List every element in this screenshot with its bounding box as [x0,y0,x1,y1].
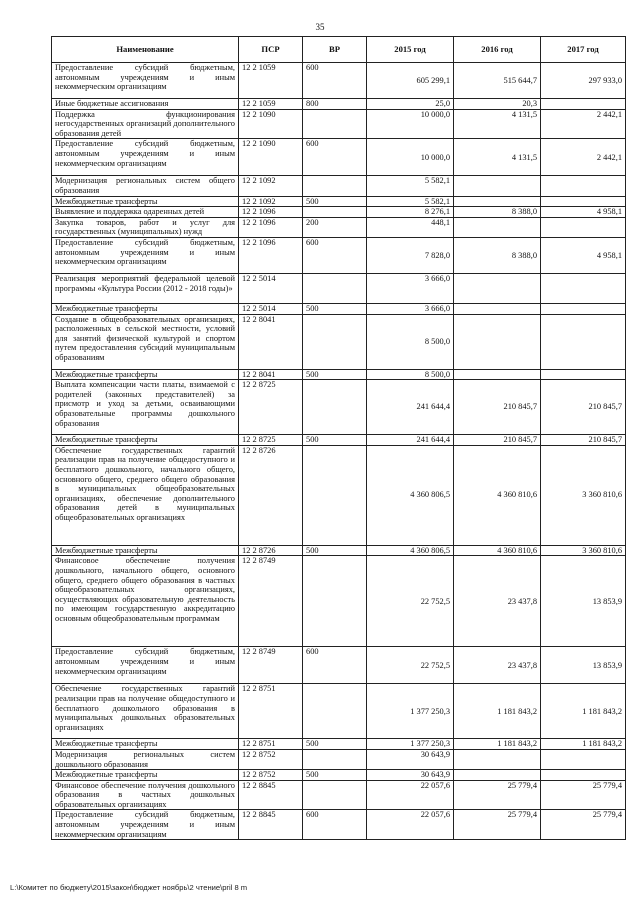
cell-2016 [454,217,541,237]
cell-2015: 22 752,5 [367,556,454,647]
cell-2017: 3 360 810,6 [541,445,626,545]
cell-2015: 25,0 [367,99,454,110]
cell-psr: 12 2 8845 [239,810,303,840]
cell-psr: 12 2 8751 [239,739,303,750]
cell-2015: 241 644,4 [367,380,454,435]
cell-vr [303,380,367,435]
cell-2016: 210 845,7 [454,380,541,435]
cell-psr: 12 2 8752 [239,749,303,769]
table-row [52,99,626,110]
cell-name: Межбюджетные трансферты [52,196,239,207]
cell-vr: 500 [303,196,367,207]
cell-2015: 5 582,1 [367,176,454,196]
cell-psr: 12 2 8041 [239,314,303,369]
cell-2016: 515 644,7 [454,63,541,99]
cell-2017: 3 360 810,6 [541,545,626,556]
cell-vr [303,109,367,139]
cell-name: Модернизация региональных систем дошкольного образования [52,749,239,769]
cell-psr: 12 2 1096 [239,207,303,218]
cell-name: Финансовое обеспечение получения дошкольного образования в частных дошкольных образовательных организациях [52,780,239,810]
cell-name: Выявление и поддержка одаренных детей [52,207,239,218]
cell-name: Предоставление субсидий бюджетным, автономным учреждениям и иным некоммерческим организациям [52,139,239,176]
cell-2016: 1 181 843,2 [454,739,541,750]
cell-2017: 13 853,9 [541,556,626,647]
cell-psr: 12 2 8725 [239,435,303,446]
table-row [52,217,626,237]
cell-name: Межбюджетные трансферты [52,369,239,380]
column-header-2016: 2016 год [454,37,541,63]
cell-vr: 500 [303,739,367,750]
cell-2016: 4 131,5 [454,139,541,176]
table-row [52,556,626,647]
table-row [52,647,626,684]
cell-psr: 12 2 8749 [239,647,303,684]
cell-2015: 22 057,6 [367,810,454,840]
cell-2015: 30 643,9 [367,770,454,781]
cell-psr: 12 2 8749 [239,556,303,647]
cell-psr: 12 2 1092 [239,176,303,196]
table-body [52,63,626,840]
cell-2016 [454,749,541,769]
cell-vr: 500 [303,770,367,781]
cell-2016 [454,314,541,369]
table-row [52,380,626,435]
cell-2015: 10 000,0 [367,139,454,176]
cell-vr: 500 [303,303,367,314]
column-header-name: Наименование [52,37,239,63]
cell-vr [303,749,367,769]
table-row [52,545,626,556]
cell-2016 [454,369,541,380]
cell-psr: 12 2 1090 [239,139,303,176]
cell-2015: 4 360 806,5 [367,545,454,556]
cell-2016: 23 437,8 [454,647,541,684]
cell-name: Предоставление субсидий бюджетным, автономным учреждениям и иным некоммерческим организациям [52,237,239,273]
cell-vr [303,273,367,303]
cell-2016 [454,303,541,314]
cell-2017: 13 853,9 [541,647,626,684]
cell-2017 [541,217,626,237]
cell-name: Модернизация региональных систем общего образования [52,176,239,196]
cell-name: Выплата компенсации части платы, взимаемой с родителей (законных представителей) за присмотр и уход за детьми, осваивающими образовательные программы дошкольного образования [52,380,239,435]
cell-2015: 5 582,1 [367,196,454,207]
cell-2017 [541,770,626,781]
cell-name: Поддержка функционирования негосударственных организаций дополнительного образования детей [52,109,239,139]
table-row [52,445,626,545]
cell-2015: 10 000,0 [367,109,454,139]
table-row [52,314,626,369]
cell-2015: 7 828,0 [367,237,454,273]
cell-name: Финансовое обеспечение получения дошкольного, начального общего, основного общего, среднего общего образования в частных общеобразовательных организациях, осуществляющих образовательную деятельность по имеющим государственную аккредитацию основным общеобразовательным программам [52,556,239,647]
table-row [52,739,626,750]
cell-psr: 12 2 1059 [239,63,303,99]
cell-2016: 210 845,7 [454,435,541,446]
cell-2015: 3 666,0 [367,273,454,303]
cell-2015: 1 377 250,3 [367,684,454,739]
cell-2017 [541,196,626,207]
page-number: 35 [315,22,325,32]
cell-vr: 200 [303,217,367,237]
table-row [52,684,626,739]
cell-psr: 12 2 8726 [239,445,303,545]
cell-2017: 1 181 843,2 [541,684,626,739]
cell-2016: 25 779,4 [454,780,541,810]
cell-psr: 12 2 8726 [239,545,303,556]
cell-vr [303,780,367,810]
cell-2017 [541,369,626,380]
cell-name: Межбюджетные трансферты [52,435,239,446]
cell-name: Межбюджетные трансферты [52,545,239,556]
cell-2015: 8 276,1 [367,207,454,218]
file-path-footer: L:\Комитет по бюджету\2015\закон\бюджет ноябрь\2 чтение\pril 8 m [10,883,248,892]
cell-name: Предоставление субсидий бюджетным, автономным учреждениям и иным некоммерческим организациям [52,63,239,99]
table-row [52,369,626,380]
cell-2017: 297 933,0 [541,63,626,99]
cell-2016: 4 360 810,6 [454,545,541,556]
cell-2015: 8 500,0 [367,314,454,369]
table-row [52,770,626,781]
cell-psr: 12 2 8845 [239,780,303,810]
cell-name: Обеспечение государственных гарантий реализации прав на получение общедоступного и бесплатного дошкольного, начального общего, основного общего, среднего общего образования в муниципальных общеобразовательных организациях, обеспечение дополнительного образования детей в муниципальных общеобразовательных организациях [52,445,239,545]
cell-2017 [541,176,626,196]
table-row [52,237,626,273]
budget-table [51,36,626,840]
cell-2017 [541,749,626,769]
cell-2017: 25 779,4 [541,810,626,840]
table-row [52,435,626,446]
cell-psr: 12 2 8725 [239,380,303,435]
cell-vr [303,684,367,739]
cell-vr [303,556,367,647]
cell-psr: 12 2 8041 [239,369,303,380]
cell-2016 [454,196,541,207]
cell-2016 [454,273,541,303]
cell-2015: 22 752,5 [367,647,454,684]
cell-2016: 8 388,0 [454,207,541,218]
table-row [52,749,626,769]
cell-2017: 4 958,1 [541,207,626,218]
cell-vr [303,314,367,369]
cell-vr: 600 [303,237,367,273]
cell-2017: 2 442,1 [541,109,626,139]
cell-vr: 500 [303,545,367,556]
table-row [52,109,626,139]
cell-name: Создание в общеобразовательных организациях, расположенных в сельской местности, условий для занятий физической культурой и спортом путем предоставления субсидий муниципальным образованиям [52,314,239,369]
cell-2016: 4 360 810,6 [454,445,541,545]
table-row [52,207,626,218]
cell-2017: 25 779,4 [541,780,626,810]
cell-psr: 12 2 5014 [239,303,303,314]
cell-vr: 600 [303,810,367,840]
cell-2017 [541,314,626,369]
cell-2017: 210 845,7 [541,435,626,446]
column-header-vr: ВР [303,37,367,63]
cell-2015: 241 644,4 [367,435,454,446]
table-row [52,139,626,176]
cell-name: Межбюджетные трансферты [52,770,239,781]
cell-2017: 1 181 843,2 [541,739,626,750]
cell-2017: 4 958,1 [541,237,626,273]
cell-2015: 3 666,0 [367,303,454,314]
table-row [52,780,626,810]
cell-vr [303,176,367,196]
cell-2016: 1 181 843,2 [454,684,541,739]
cell-vr: 500 [303,369,367,380]
cell-name: Межбюджетные трансферты [52,739,239,750]
table-row [52,273,626,303]
cell-vr: 600 [303,63,367,99]
table-row [52,196,626,207]
cell-name: Иные бюджетные ассигнования [52,99,239,110]
cell-name: Обеспечение государственных гарантий реализации прав на получение общедоступного и бесплатного дошкольного образования в муниципальных дошкольных образовательных организациях [52,684,239,739]
cell-psr: 12 2 1059 [239,99,303,110]
cell-name: Предоставление субсидий бюджетным, автономным учреждениям и иным некоммерческим организациям [52,810,239,840]
column-header-2017: 2017 год [541,37,626,63]
table-header-row [52,37,626,63]
column-header-2015: 2015 год [367,37,454,63]
cell-2015: 1 377 250,3 [367,739,454,750]
cell-2017 [541,303,626,314]
cell-psr: 12 2 1090 [239,109,303,139]
table-row [52,63,626,99]
cell-psr: 12 2 5014 [239,273,303,303]
cell-psr: 12 2 1096 [239,237,303,273]
cell-2016: 23 437,8 [454,556,541,647]
cell-vr: 600 [303,647,367,684]
cell-2016: 20,3 [454,99,541,110]
cell-psr: 12 2 8751 [239,684,303,739]
cell-2015: 8 500,0 [367,369,454,380]
cell-2017: 210 845,7 [541,380,626,435]
cell-vr [303,207,367,218]
cell-2015: 605 299,1 [367,63,454,99]
cell-2015: 30 643,9 [367,749,454,769]
cell-2016: 8 388,0 [454,237,541,273]
cell-2016: 4 131,5 [454,109,541,139]
cell-psr: 12 2 1096 [239,217,303,237]
cell-name: Реализация мероприятий федеральной целевой программы «Культура России (2012 - 2018 годы)» [52,273,239,303]
cell-name: Межбюджетные трансферты [52,303,239,314]
cell-vr: 800 [303,99,367,110]
cell-2015: 448,1 [367,217,454,237]
cell-vr: 600 [303,139,367,176]
cell-2016 [454,770,541,781]
cell-2016 [454,176,541,196]
table-row [52,176,626,196]
cell-2017 [541,273,626,303]
cell-vr: 500 [303,435,367,446]
table-row [52,303,626,314]
cell-psr: 12 2 8752 [239,770,303,781]
cell-2015: 22 057,6 [367,780,454,810]
cell-name: Предоставление субсидий бюджетным, автономным учреждениям и иным некоммерческим организациям [52,647,239,684]
cell-name: Закупка товаров, работ и услуг для государственных (муниципальных) нужд [52,217,239,237]
cell-psr: 12 2 1092 [239,196,303,207]
table-row [52,810,626,840]
column-header-psr: ПСР [239,37,303,63]
cell-2017: 2 442,1 [541,139,626,176]
cell-2015: 4 360 806,5 [367,445,454,545]
cell-vr [303,445,367,545]
cell-2016: 25 779,4 [454,810,541,840]
cell-2017 [541,99,626,110]
